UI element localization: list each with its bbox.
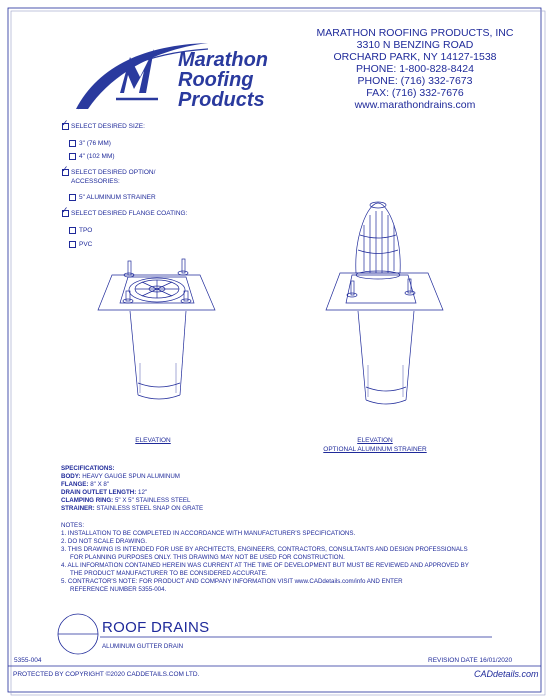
company-address-2: ORCHARD PARK, NY 14127-1538 xyxy=(333,51,497,63)
drawing-title: ROOF DRAINS xyxy=(102,619,210,636)
drawing-subtitle: ALUMINUM GUTTER DRAIN xyxy=(102,643,184,650)
logo-line-marathon: Marathon xyxy=(178,49,268,71)
spec-flange-value: 8" X 8" xyxy=(88,481,110,488)
size-4in-label: 4" (102 MM) xyxy=(79,153,115,160)
spec-flange xyxy=(61,481,109,489)
spec-ring-label: CLAMPING RING: xyxy=(61,497,114,504)
specs-heading: SPECIFICATIONS: xyxy=(61,465,115,472)
spec-ring-value: 5" X 5" STAINLESS STEEL xyxy=(113,497,191,504)
note-3-line-2: FOR PLANNING PURPOSES ONLY. THIS DRAWING MAY NOT BE USED FOR CONSTRUCTION. xyxy=(70,554,345,561)
spec-flange-label: FLANGE: xyxy=(61,481,89,488)
spec-strainer-label: STRAINER: xyxy=(61,505,95,512)
company-website: www.marathondrains.com xyxy=(354,99,476,111)
elevation-strainer-drawing xyxy=(318,195,458,430)
company-name: MARATHON ROOFING PRODUCTS, INC xyxy=(316,27,514,39)
revision-date: REVISION DATE 16/01/2020 xyxy=(428,657,513,664)
spec-clamping-ring xyxy=(61,497,190,505)
note-5-line-2: REFERENCE NUMBER 5355-004. xyxy=(70,586,167,593)
check-mark-icon: ✓ xyxy=(61,205,69,215)
reference-number: 5355-004 xyxy=(14,657,42,664)
caddetails-brand[interactable]: CADdetails.com xyxy=(474,669,539,679)
coating-tpo-label: TPO xyxy=(79,227,93,234)
logo-line-products: Products xyxy=(178,89,265,111)
notes-heading: NOTES: xyxy=(61,522,85,529)
company-phone-1: PHONE: 1-800-828-8424 xyxy=(356,63,474,75)
title-block-circle xyxy=(56,612,100,656)
note-2: 2. DO NOT SCALE DRAWING. xyxy=(61,538,147,545)
spec-body-value: HEAVY GAUGE SPUN ALUMINUM xyxy=(80,473,180,480)
size-4in-checkbox[interactable] xyxy=(69,153,76,160)
accessory-heading-line-1: SELECT DESIRED OPTION/ xyxy=(71,169,156,176)
spec-body xyxy=(61,473,180,481)
spec-strainer-value: STAINLESS STEEL SNAP ON GRATE xyxy=(94,505,204,512)
company-fax: FAX: (716) 332-7676 xyxy=(366,87,464,99)
check-mark-icon: ✓ xyxy=(61,164,69,174)
spec-outlet-label: DRAIN OUTLET LENGTH: xyxy=(61,489,137,496)
company-phone-2: PHONE: (716) 332-7673 xyxy=(357,75,473,87)
logo-line-roofing: Roofing xyxy=(178,69,254,91)
elevation-caption: ELEVATION xyxy=(135,437,171,444)
size-3in-checkbox[interactable] xyxy=(69,140,76,147)
spec-strainer xyxy=(61,505,203,513)
elevation-strainer-caption-2: OPTIONAL ALUMINUM STRAINER xyxy=(323,446,427,453)
note-5-line-1: 5. CONTRACTOR'S NOTE: FOR PRODUCT AND COMPANY INFORMATION VISIT www.CADdetails.com/info AND ENTER xyxy=(61,578,403,585)
check-mark-icon: ✓ xyxy=(61,118,69,128)
coating-tpo-checkbox[interactable] xyxy=(69,227,76,234)
elevation-strainer-caption-1: ELEVATION xyxy=(357,437,393,444)
note-3-line-1: 3. THIS DRAWING IS INTENDED FOR USE BY ARCHITECTS, ENGINEERS, CONTRACTORS, CONSULTANTS AND DESIGN PROFESSIONALS xyxy=(61,546,468,553)
spec-outlet xyxy=(61,489,147,497)
size-heading: SELECT DESIRED SIZE: xyxy=(71,123,145,130)
size-3in-label: 3" (76 MM) xyxy=(79,140,111,147)
copyright-notice: PROTECTED BY COPYRIGHT ©2020 CADDETAILS.COM LTD. xyxy=(13,671,200,678)
accessory-heading-line-2: ACCESSORIES: xyxy=(71,178,120,185)
note-1: 1. INSTALLATION TO BE COMPLETED IN ACCORDANCE WITH MANUFACTURER'S SPECIFICATIONS. xyxy=(61,530,356,537)
company-address-1: 3310 N BENZING ROAD xyxy=(356,39,474,51)
note-4-line-1: 4. ALL INFORMATION CONTAINED HEREIN WAS CURRENT AT THE TIME OF DEVELOPMENT BUT MUST BE REVIEWED AND APPROVED BY xyxy=(61,562,469,569)
company-logo xyxy=(58,27,293,127)
strainer-label: 5" ALUMINUM STRAINER xyxy=(79,194,156,201)
strainer-checkbox[interactable] xyxy=(69,194,76,201)
note-4-line-2: THE PRODUCT MANUFACTURER TO BE CONSIDERED ACCURATE. xyxy=(70,570,268,577)
spec-outlet-value: 12" xyxy=(136,489,148,496)
coating-heading: SELECT DESIRED FLANGE COATING: xyxy=(71,210,188,217)
spec-body-label: BODY: xyxy=(61,473,81,480)
elevation-drain-drawing xyxy=(90,255,240,430)
coating-pvc-label: PVC xyxy=(79,241,93,248)
coating-pvc-checkbox[interactable] xyxy=(69,241,76,248)
